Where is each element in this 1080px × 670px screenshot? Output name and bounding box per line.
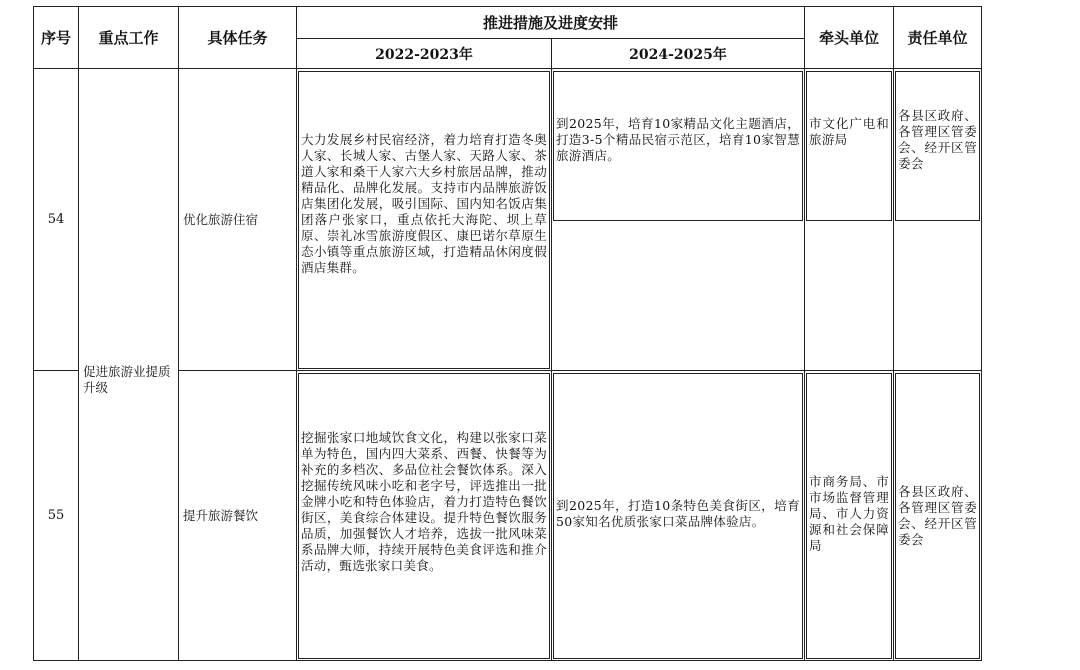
header-period-2022-2023: 2022-2023年	[297, 39, 552, 69]
key-work-cell	[79, 69, 179, 661]
measure-2024-cell	[552, 371, 805, 661]
header-measures: 推进措施及进度安排	[297, 7, 805, 39]
measure-2024-text: 到2025年，打造10条特色美食街区，培育50家知名优质张家口菜品牌体验店。	[553, 373, 803, 659]
row-seq: 54	[34, 69, 79, 371]
resp-unit-text: 各县区政府、各管理区管委会、经开区管委会	[895, 373, 980, 659]
header-seq: 序号	[34, 7, 79, 69]
measure-2022-cell	[297, 371, 552, 661]
header-resp-unit: 责任单位	[894, 7, 982, 69]
header-key-work: 重点工作	[79, 7, 179, 69]
measure-2024-cell	[552, 69, 805, 371]
lead-unit-text: 市文化广电和旅游局	[806, 71, 892, 221]
header-lead-unit: 牵头单位	[805, 7, 894, 69]
lead-unit-text: 市商务局、市市场监督管理局、市人力资源和社会保障局	[806, 373, 892, 659]
measure-2022-text: 大力发展乡村民宿经济，着力培育打造冬奥人家、长城人家、古堡人家、天路人家、茶道人家和桑干人家六大乡村旅居品牌，推动精品化、品牌化发展。支持市内品牌旅游饭店集团化发展，吸引国际、国内知名饭店集团落户张家口，重点依托大海陀、坝上草原、崇礼冰雪旅游度假区、康巴诺尔草原生态小镇等重点旅游区域，打造精品休闲度假酒店集群。	[298, 71, 550, 369]
row-seq: 55	[34, 371, 79, 661]
lead-unit-cell	[805, 69, 894, 371]
work-plan-table	[33, 6, 982, 661]
task-cell	[179, 69, 297, 371]
header-period-2024-2025: 2024-2025年	[552, 39, 805, 69]
key-work-text: 促进旅游业提质升级	[83, 363, 171, 395]
task-text: 优化旅游住宿	[183, 211, 259, 227]
lead-unit-cell	[805, 371, 894, 661]
task-text: 提升旅游餐饮	[183, 507, 259, 523]
measure-2022-cell	[297, 69, 552, 371]
header-task: 具体任务	[179, 7, 297, 69]
measure-2024-text: 到2025年，培育10家精品文化主题酒店，打造3-5个精品民宿示范区，培育10家智慧旅游酒店。	[553, 71, 803, 221]
header-row	[34, 7, 982, 39]
table-row	[34, 69, 982, 371]
resp-unit-text: 各县区政府、各管理区管委会、经开区管委会	[895, 71, 980, 221]
task-cell	[179, 371, 297, 661]
measure-2022-text: 挖掘张家口地域饮食文化，构建以张家口菜单为特色，国内四大菜系、西餐、快餐等为补充的多档次、多品位社会餐饮体系。深入挖掘传统风味小吃和老字号，评选推出一批金牌小吃和特色体验店，着力打造特色餐饮街区，美食综合体建设。提升特色餐饮服务品质，加强餐饮人才培养，选拔一批风味菜系品牌大师，持续开展特色美食评选和推介活动，甄选张家口美食。	[298, 373, 550, 659]
resp-unit-cell	[894, 69, 982, 371]
resp-unit-cell	[894, 371, 982, 661]
